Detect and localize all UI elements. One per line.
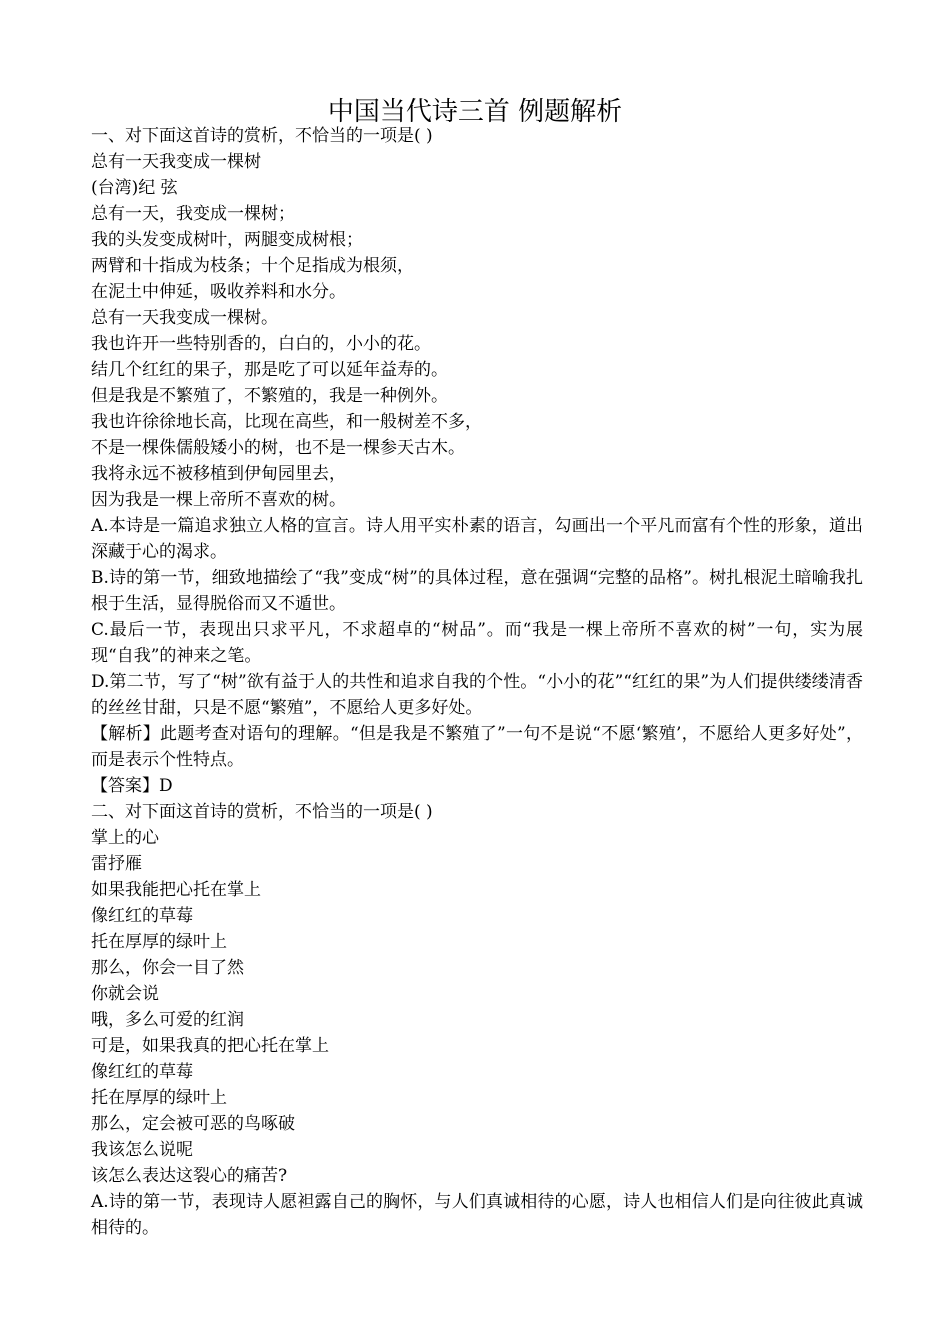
poem-line: 那么，定会被可恶的鸟啄破 bbox=[91, 1114, 295, 1134]
poem-line: 我的头发变成树叶，两腿变成树根； bbox=[91, 230, 363, 250]
poem-line: 不是一棵侏儒般矮小的树，也不是一棵参天古木。 bbox=[91, 438, 465, 458]
poem-1-author: (台湾)纪 弦 bbox=[91, 178, 178, 198]
option-d: D.第二节，写了“树”欲有益于人的共性和追求自我的个性。“小小的花”“红红的果”为人们提供缕缕清香的丝丝甘甜，只是不愿“繁殖”，不愿给人更多好处。 bbox=[91, 672, 863, 718]
poem-line: 结几个红红的果子，那是吃了可以延年益寿的。 bbox=[91, 360, 448, 380]
poem-2-author: 雷抒雁 bbox=[91, 854, 142, 874]
document-body bbox=[91, 123, 863, 1241]
option-a: A.本诗是一篇追求独立人格的宣言。诗人用平实朴素的语言，勾画出一个平凡而富有个性的形象，道出深藏于心的渴求。 bbox=[91, 516, 863, 562]
option-b: B.诗的第一节，细致地描绘了“我”变成“树”的具体过程，意在强调“完整的品格”。树扎根泥土暗喻我扎根于生活，显得脱俗而又不遁世。 bbox=[91, 568, 863, 614]
option-c: C.最后一节，表现出只求平凡，不求超卓的“树品”。而“我是一棵上帝所不喜欢的树”一句，实为展现“自我”的神来之笔。 bbox=[91, 620, 863, 666]
poem-line: 该怎么表达这裂心的痛苦? bbox=[91, 1166, 288, 1186]
poem-line: 哦，多么可爱的红润 bbox=[91, 1010, 244, 1030]
poem-line: 总有一天我变成一棵树。 bbox=[91, 308, 278, 328]
poem-line: 像红红的草莓 bbox=[91, 1062, 193, 1082]
answer-1: 【答案】D bbox=[91, 776, 173, 796]
poem-line: 托在厚厚的绿叶上 bbox=[91, 1088, 227, 1108]
poem-line: 托在厚厚的绿叶上 bbox=[91, 932, 227, 952]
option-a: A.诗的第一节，表现诗人愿袒露自己的胸怀，与人们真诚相待的心愿，诗人也相信人们是向往彼此真诚相待的。 bbox=[91, 1192, 863, 1238]
poem-line: 如果我能把心托在掌上 bbox=[91, 880, 261, 900]
poem-line: 我也许开一些特别香的，白白的，小小的花。 bbox=[91, 334, 431, 354]
poem-line: 那么，你会一目了然 bbox=[91, 958, 244, 978]
poem-line: 两臂和十指成为枝条；十个足指成为根须， bbox=[91, 256, 414, 276]
poem-line: 我将永远不被移植到伊甸园里去， bbox=[91, 464, 346, 484]
question-1: 一、对下面这首诗的赏析，不恰当的一项是( ) bbox=[91, 126, 433, 146]
analysis-1: 【解析】此题考查对语句的理解。“但是我是不繁殖了”一句不是说“不愿‘繁殖’，不愿给人更多好处”，而是表示个性特点。 bbox=[91, 724, 863, 770]
document-title: 中国当代诗三首 例题解析 bbox=[327, 97, 623, 127]
poem-line: 因为我是一棵上帝所不喜欢的树。 bbox=[91, 490, 346, 510]
question-2: 二、对下面这首诗的赏析，不恰当的一项是( ) bbox=[91, 802, 433, 822]
poem-line: 总有一天，我变成一棵树； bbox=[91, 204, 295, 224]
poem-2-title: 掌上的心 bbox=[91, 828, 159, 848]
poem-1-title: 总有一天我变成一棵树 bbox=[91, 152, 261, 172]
poem-line: 我也许徐徐地长高，比现在高些，和一般树差不多， bbox=[91, 412, 482, 432]
poem-line: 可是，如果我真的把心托在掌上 bbox=[91, 1036, 329, 1056]
poem-line: 但是我是不繁殖了，不繁殖的，我是一种例外。 bbox=[91, 386, 448, 406]
poem-line: 像红红的草莓 bbox=[91, 906, 193, 926]
poem-line: 我该怎么说呢 bbox=[91, 1140, 193, 1160]
poem-line: 你就会说 bbox=[91, 984, 159, 1004]
poem-line: 在泥土中伸延，吸收养料和水分。 bbox=[91, 282, 346, 302]
